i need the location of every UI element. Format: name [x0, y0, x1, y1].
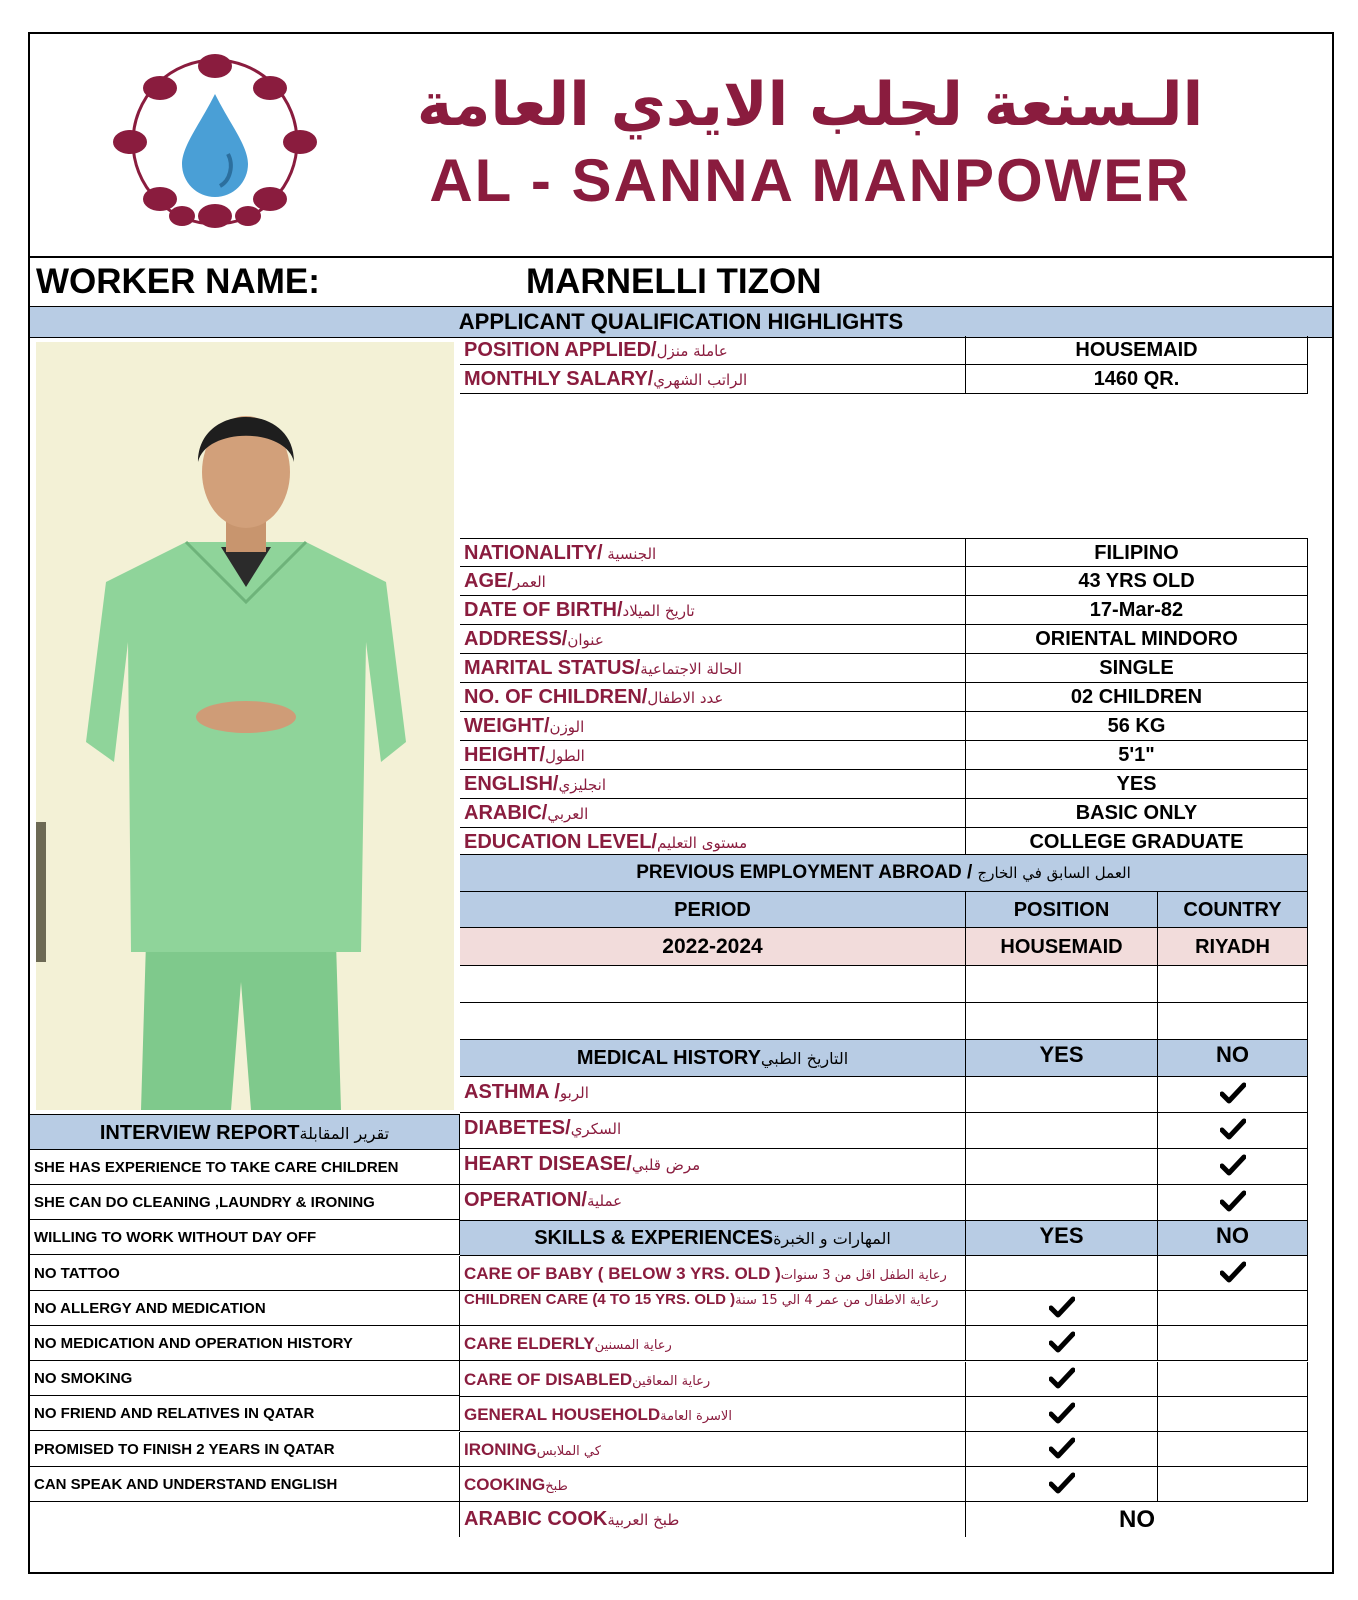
interview-item-text: SHE HAS EXPERIENCE TO TAKE CARE CHILDREN — [30, 1150, 460, 1185]
field-label: AGE/ — [464, 570, 513, 592]
skills-yes-header: YES — [966, 1221, 1158, 1256]
field-label-ar: عملية — [586, 1192, 623, 1210]
field-label-ar: السكري — [570, 1120, 622, 1138]
field-label: HEART DISEASE/ — [464, 1153, 632, 1175]
field-label-ar: الوزن — [549, 718, 585, 736]
check-icon — [1220, 1190, 1246, 1212]
field-label: NATIONALITY/ — [464, 542, 603, 564]
field-label-ar: رعاية الاطفال من عمر 4 الي 15 سنة — [735, 1293, 939, 1309]
employment-empty-row — [460, 1003, 1308, 1040]
skills-title: SKILLS & EXPERIENCES — [534, 1227, 774, 1249]
detail-row — [460, 538, 1308, 567]
field-label-ar: الربو — [559, 1084, 589, 1102]
skill-row — [460, 1256, 1308, 1291]
skill-row — [460, 1326, 1308, 1361]
employment-title-row — [460, 854, 1308, 892]
field-label: WEIGHT/ — [464, 715, 550, 737]
field-label-ar: الراتب الشهري — [653, 371, 748, 389]
company-name-arabic: الـسنعة لجلب الايدي العامة — [416, 70, 1204, 140]
interview-item-text: NO FRIEND AND RELATIVES IN QATAR — [30, 1396, 460, 1431]
detail-row — [460, 654, 1308, 683]
worker-name-label: WORKER NAME: — [36, 262, 320, 301]
field-label-ar: مستوى التعليم — [656, 834, 748, 852]
medical-no-cell — [1158, 1149, 1308, 1185]
interview-item-text: CAN SPEAK AND UNDERSTAND ENGLISH — [30, 1467, 460, 1502]
interview-item — [30, 1150, 460, 1185]
medical-yes-cell — [966, 1113, 1158, 1149]
company-name-english: AL - SANNA MANPOWER — [429, 147, 1191, 214]
skills-header-row — [460, 1221, 1308, 1256]
employment-title-ar: العمل السابق في الخارج — [977, 864, 1131, 882]
check-icon — [1049, 1296, 1075, 1318]
field-label: ASTHMA / — [464, 1081, 560, 1103]
employment-country: RIYADH — [1158, 928, 1308, 966]
detail-value: BASIC ONLY — [966, 799, 1308, 828]
skill-yes-cell — [966, 1326, 1158, 1361]
interview-item-text: PROMISED TO FINISH 2 YEARS IN QATAR — [30, 1432, 460, 1467]
medical-yes-cell — [966, 1077, 1158, 1113]
detail-row — [460, 741, 1308, 770]
interview-item — [30, 1467, 460, 1502]
field-label: HEIGHT/ — [464, 744, 546, 766]
interview-title: INTERVIEW REPORT — [99, 1122, 300, 1144]
medical-yes-header: YES — [966, 1040, 1158, 1077]
interview-item-text: SHE CAN DO CLEANING ,LAUNDRY & IRONING — [30, 1185, 460, 1220]
detail-value: 02 CHILDREN — [966, 683, 1308, 712]
field-label: CARE OF DISABLED — [464, 1369, 633, 1389]
field-label: EDUCATION LEVEL/ — [464, 831, 657, 853]
detail-value: COLLEGE GRADUATE — [966, 828, 1308, 857]
detail-row — [460, 828, 1308, 857]
field-label-ar: العربي — [547, 805, 589, 823]
skill-row — [460, 1362, 1308, 1397]
check-icon — [1049, 1402, 1075, 1424]
field-label: GENERAL HOUSEHOLD — [464, 1404, 661, 1424]
interview-item — [30, 1326, 460, 1361]
skill-row — [460, 1291, 1308, 1326]
field-label-ar: رعاية المسنين — [594, 1338, 672, 1354]
interview-item-text: NO ALLERGY AND MEDICATION — [30, 1291, 460, 1326]
position-header: POSITION — [966, 892, 1158, 928]
skill-no-cell — [1158, 1291, 1308, 1326]
skill-no-cell — [1158, 1326, 1308, 1361]
medical-yes-cell — [966, 1185, 1158, 1221]
interview-item — [30, 1361, 460, 1396]
field-label: MARITAL STATUS/ — [464, 657, 641, 679]
section-title-highlights: APPLICANT QUALIFICATION HIGHLIGHTS — [30, 306, 1332, 338]
field-label: IRONING — [464, 1440, 537, 1459]
detail-row — [460, 567, 1308, 596]
field-label: ADDRESS/ — [464, 628, 568, 650]
field-label-ar: طبخ — [545, 1479, 568, 1495]
detail-row — [460, 712, 1308, 741]
interview-item-text: WILLING TO WORK WITHOUT DAY OFF — [30, 1220, 460, 1255]
field-label: CARE OF BABY ( BELOW 3 YRS. OLD ) — [464, 1264, 781, 1283]
interview-item-text: NO MEDICATION AND OPERATION HISTORY — [30, 1326, 460, 1361]
field-label-ar: الطول — [545, 747, 585, 765]
check-icon — [1220, 1154, 1246, 1176]
field-label: NO. OF CHILDREN/ — [464, 686, 648, 708]
check-icon — [1049, 1472, 1075, 1494]
interview-item-text: NO TATTOO — [30, 1256, 460, 1291]
employment-header-row — [460, 892, 1308, 928]
medical-title-ar: التاريخ الطبي — [760, 1049, 849, 1068]
skill-no-cell — [1158, 1362, 1308, 1397]
worker-cv-sheet — [28, 32, 1334, 1574]
medical-no-header: NO — [1158, 1040, 1308, 1077]
skill-no-cell — [1158, 1467, 1308, 1502]
detail-row — [460, 596, 1308, 625]
detail-value: ORIENTAL MINDORO — [966, 625, 1308, 654]
check-icon — [1220, 1082, 1246, 1104]
field-label-ar: كي الملابس — [536, 1444, 601, 1459]
detail-value: YES — [966, 770, 1308, 799]
medical-row — [460, 1077, 1308, 1113]
interview-item-text: NO SMOKING — [30, 1361, 460, 1396]
detail-value: 43 YRS OLD — [966, 567, 1308, 596]
medical-no-cell — [1158, 1113, 1308, 1149]
medical-no-cell — [1158, 1077, 1308, 1113]
employment-empty-row — [460, 966, 1308, 1003]
check-icon — [1220, 1118, 1246, 1140]
skills-no-header: NO — [1158, 1221, 1308, 1256]
arabic-cook-label-ar: طبخ العربية — [607, 1511, 680, 1529]
skill-yes-cell — [966, 1397, 1158, 1432]
skill-yes-cell — [966, 1432, 1158, 1467]
detail-row — [460, 683, 1308, 712]
field-label: ENGLISH/ — [464, 773, 559, 795]
country-header: COUNTRY — [1158, 892, 1308, 928]
water-drop-ring-icon — [100, 54, 330, 229]
medical-header-row — [460, 1040, 1308, 1077]
detail-row — [460, 770, 1308, 799]
detail-value: SINGLE — [966, 654, 1308, 683]
field-label: CARE ELDERLY — [464, 1334, 595, 1354]
field-label: DATE OF BIRTH/ — [464, 599, 623, 621]
medical-yes-cell — [966, 1149, 1158, 1185]
skill-yes-cell — [966, 1256, 1158, 1291]
detail-value: 17-Mar-82 — [966, 596, 1308, 625]
field-label-ar: مرض قلبي — [631, 1156, 701, 1174]
interview-item — [30, 1291, 460, 1326]
field-label: OPERATION/ — [464, 1189, 587, 1211]
field-label-ar: انجليزي — [558, 776, 606, 794]
arabic-cook-label: ARABIC COOK — [464, 1508, 608, 1530]
medical-row — [460, 1185, 1308, 1221]
employment-period: 2022-2024 — [460, 928, 966, 966]
detail-value: 1460 QR. — [966, 365, 1308, 394]
field-label-ar: العمر — [512, 573, 546, 591]
employment-title: PREVIOUS EMPLOYMENT ABROAD / — [636, 862, 973, 883]
check-icon — [1220, 1261, 1246, 1283]
detail-row — [460, 625, 1308, 654]
skill-row — [460, 1467, 1308, 1502]
detail-value: HOUSEMAID — [966, 336, 1308, 365]
detail-value: 56 KG — [966, 712, 1308, 741]
detail-row — [460, 799, 1308, 828]
medical-row — [460, 1149, 1308, 1185]
detail-value: FILIPINO — [966, 538, 1308, 567]
field-label: COOKING — [464, 1475, 546, 1495]
worker-name-row — [30, 256, 1332, 306]
detail-value: 5'1" — [966, 741, 1308, 770]
check-icon — [1049, 1437, 1075, 1459]
field-label-ar: تاريخ الميلاد — [622, 602, 695, 620]
medical-no-cell — [1158, 1185, 1308, 1221]
field-label: ARABIC/ — [464, 802, 548, 824]
employment-position: HOUSEMAID — [966, 928, 1158, 966]
field-label-ar: عنوان — [567, 631, 604, 649]
interview-item — [30, 1256, 460, 1291]
company-header — [30, 34, 1332, 258]
interview-item — [30, 1185, 460, 1220]
skill-yes-cell — [966, 1291, 1158, 1326]
skill-row — [460, 1432, 1308, 1467]
field-label: CHILDREN CARE (4 TO 15 YRS. OLD ) — [464, 1291, 736, 1309]
field-label-ar: الاسرة العامة — [660, 1408, 732, 1424]
arabic-cook-value: NO — [1119, 1506, 1155, 1533]
check-icon — [1049, 1331, 1075, 1353]
check-icon — [1049, 1367, 1075, 1389]
worker-photo — [36, 342, 454, 1110]
field-label: DIABETES/ — [464, 1117, 571, 1139]
skill-no-cell — [1158, 1397, 1308, 1432]
interview-item — [30, 1396, 460, 1431]
medical-title: MEDICAL HISTORY — [576, 1047, 761, 1069]
field-label-ar: عدد الاطفال — [647, 689, 724, 707]
interview-item — [30, 1220, 460, 1255]
period-header: PERIOD — [460, 892, 966, 928]
interview-item — [30, 1432, 460, 1467]
medical-row — [460, 1113, 1308, 1149]
field-label-ar: عاملة منزل — [656, 342, 728, 360]
skill-yes-cell — [966, 1467, 1158, 1502]
skill-row — [460, 1397, 1308, 1432]
employment-row — [460, 928, 1308, 966]
interview-title-ar: تقرير المقابلة — [299, 1124, 390, 1143]
worker-name: MARNELLI TIZON — [526, 262, 822, 301]
arabic-cook-row — [460, 1502, 1308, 1537]
skill-yes-cell — [966, 1362, 1158, 1397]
field-label: MONTHLY SALARY/ — [464, 368, 654, 390]
field-label-ar: الحالة الاجتماعية — [640, 660, 742, 678]
interview-header-row — [30, 1114, 460, 1150]
field-label-ar: الجنسية — [602, 545, 657, 563]
detail-row — [460, 336, 1308, 365]
field-label: POSITION APPLIED/ — [464, 339, 657, 361]
detail-row — [460, 365, 1308, 394]
interview-empty-row — [30, 1502, 460, 1537]
field-label-ar: رعاية المعاقين — [632, 1373, 711, 1389]
field-label-ar: رعاية الطفل اقل من 3 سنوات — [780, 1268, 947, 1283]
skills-title-ar: المهارات و الخبرة — [773, 1229, 891, 1248]
skill-no-cell — [1158, 1432, 1308, 1467]
skill-no-cell — [1158, 1256, 1308, 1291]
